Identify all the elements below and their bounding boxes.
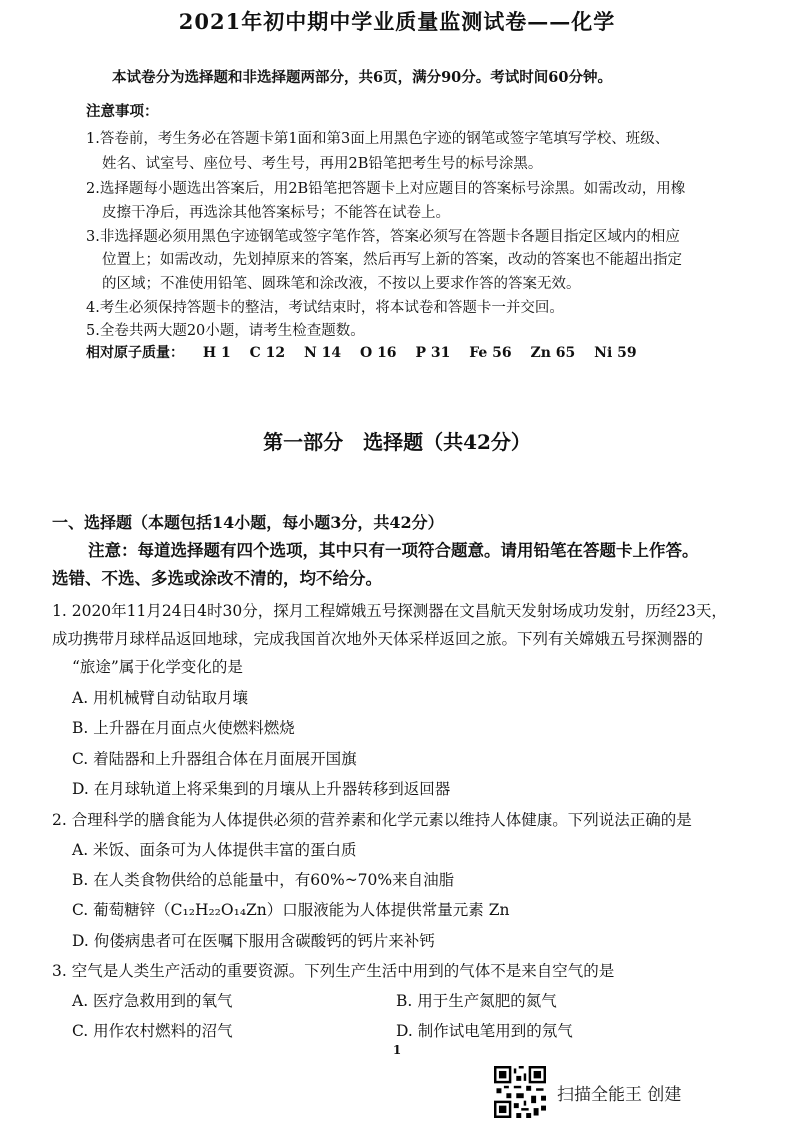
question-1-option-b: B. 上升器在月面点火使燃料燃烧 — [72, 719, 295, 737]
question-2-option-a: A. 米饭、面条可为人体提供丰富的蛋白质 — [72, 841, 357, 859]
note-line: 的区域；不准使用铅笔、圆珠笔和涂改液，不按以上要求作答的答案无效。 — [102, 276, 581, 292]
question-3-stem: 3. 空气是人类生产活动的重要资源。下列生产生活中用到的气体不是来自空气的是 — [52, 962, 615, 980]
question-1-stem: 1. 2020年11月24日4时30分，探月工程嫦娥五号探测器在文昌航天发射场成功发射，历经23天， — [52, 602, 727, 620]
note-line: 姓名、试室号、座位号、考生号，再用2B铅笔把考生号的标号涂黑。 — [102, 156, 543, 172]
question-1-option-d: D. 在月球轨道上将采集到的月壤从上升器转移到返回器 — [72, 780, 451, 798]
part-title: 第一部分 选择题（共42分） — [263, 430, 531, 454]
question-1-option-c: C. 着陆器和上升器组合体在月面展开国旗 — [72, 750, 357, 768]
notes-heading: 注意事项： — [86, 103, 159, 120]
section-title: 一、选择题（本题包括14小题，每小题3分，共42分） — [52, 513, 444, 532]
note-line: 5.全卷共两大题20小题，请考生检查题数。 — [86, 323, 365, 339]
atomic-mass: Ni 59 — [594, 345, 637, 361]
question-1-stem: “旅途”属于化学变化的是 — [72, 658, 243, 676]
question-3-option-b: B. 用于生产氮肥的氮气 — [396, 992, 557, 1010]
note-line: 位置上；如需改动，先划掉原来的答案，然后再写上新的答案，改动的答案也不能超出指定 — [102, 252, 682, 268]
section-note: 选错、不选、多选或涂改不清的，均不给分。 — [52, 569, 382, 588]
scanner-watermark: 扫描全能王 创建 — [557, 1085, 682, 1105]
qr-code-icon — [494, 1066, 546, 1118]
atomic-masses-label: 相对原子质量： — [86, 345, 184, 361]
question-1-option-a: A. 用机械臂自动钻取月壤 — [72, 689, 249, 707]
question-2-option-b: B. 在人类食物供给的总能量中，有60%~70%来自油脂 — [72, 871, 455, 889]
question-3-option-d: D. 制作试电笔用到的氖气 — [396, 1022, 573, 1040]
atomic-mass: N 14 — [303, 345, 342, 361]
exam-intro: 本试卷分为选择题和非选择题两部分，共6页，满分90分。考试时间60分钟。 — [112, 69, 612, 86]
question-1-stem: 成功携带月球样品返回地球，完成我国首次地外天体采样返回之旅。下列有关嫦娥五号探测器的 — [52, 630, 704, 648]
question-2-option-d: D. 佝偻病患者可在医嘱下服用含碳酸钙的钙片来补钙 — [72, 932, 435, 950]
question-2-option-c: C. 葡萄糖锌（C₁₂H₂₂O₁₄Zn）口服液能为人体提供常量元素 Zn — [72, 901, 510, 919]
atomic-mass: C 12 — [249, 345, 286, 361]
atomic-masses — [86, 342, 651, 362]
atomic-mass: Fe 56 — [469, 345, 512, 361]
exam-title: 2021年初中期中学业质量监测试卷——化学 — [178, 9, 616, 34]
question-3-option-a: A. 医疗急救用到的氧气 — [72, 992, 233, 1010]
section-note: 注意：每道选择题有四个选项，其中只有一项符合题意。请用铅笔在答题卡上作答。 — [88, 541, 699, 560]
note-line: 2.选择题每小题选出答案后，用2B铅笔把答题卡上对应题目的答案标号涂黑。如需改动，用橡 — [86, 181, 686, 197]
page-number: 1 — [392, 1043, 402, 1057]
note-line: 3.非选择题必须用黑色字迹钢笔或签字笔作答，答案必须写在答题卡各题目指定区域内的相应 — [86, 229, 680, 245]
atomic-mass: P 31 — [415, 345, 451, 361]
atomic-mass: H 1 — [202, 345, 231, 361]
note-line: 4.考生必须保持答题卡的整洁，考试结束时，将本试卷和答题卡一并交回。 — [86, 300, 564, 316]
atomic-mass: O 16 — [360, 345, 397, 361]
note-line: 1.答卷前，考生务必在答题卡第1面和第3面上用黑色字迹的钢笔或签字笔填写学校、班级、 — [86, 131, 670, 147]
question-2-stem: 2. 合理科学的膳食能为人体提供必须的营养素和化学元素以维持人体健康。下列说法正确的是 — [52, 811, 692, 829]
atomic-mass: Zn 65 — [530, 345, 576, 361]
note-line: 皮擦干净后，再选涂其他答案标号；不能答在试卷上。 — [102, 205, 450, 221]
question-3-option-c: C. 用作农村燃料的沼气 — [72, 1022, 233, 1040]
